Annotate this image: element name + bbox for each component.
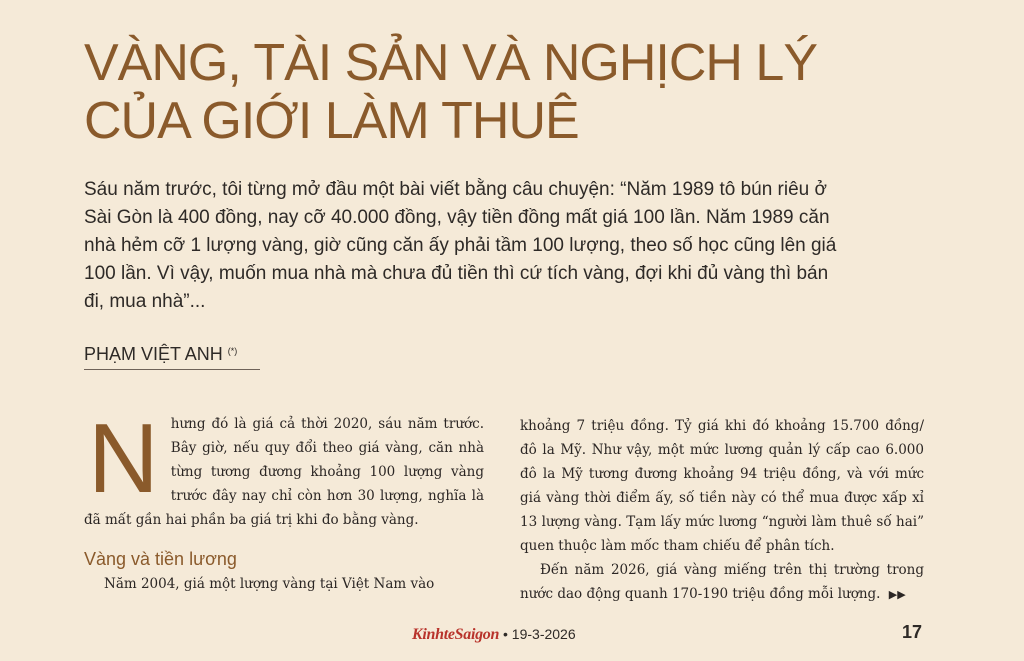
continue-arrow-icon: ▶▶ (888, 588, 906, 601)
body-paragraph-2: Năm 2004, giá một lượng vàng tại Việt Nam vào (104, 576, 435, 592)
body-paragraph-3: khoảng 7 triệu đồng. Tỷ giá khi đó khoảng 15.700 đồng/ đô la Mỹ. Như vậy, một mức lương quản lý cấp cao 6.000 đô la Mỹ tương đương khoảng 94 triệu đồng, và với mức giá vàng thời điểm ấy, số tiền này có thể mua được xấp xỉ 13 lượng vàng. Tạm lấy mức lương “người làm thuê số hai” quen thuộc làm mốc tham chiếu để phân tích. (520, 418, 924, 554)
title-line-2: CỦA GIỚI LÀM THUÊ (84, 92, 579, 150)
issue-date: 19-3-2026 (511, 626, 576, 642)
publication-logo: KinhteSaigon (412, 626, 500, 643)
author-name: PHẠM VIỆT ANH (84, 344, 223, 364)
title-line-1: VÀNG, TÀI SẢN VÀ NGHỊCH LÝ (84, 34, 818, 92)
drop-cap: N (88, 403, 159, 513)
author-byline (84, 344, 260, 370)
body-column-left (84, 403, 484, 596)
page-footer (412, 626, 576, 644)
body-paragraph-1: hưng đó là giá cả thời 2020, sáu năm trước. Bây giờ, nếu quy đổi theo giá vàng, căn nhà từng tương đương khoảng 100 lượng vàng trước đây nay chỉ còn hơn 30 lượng, nghĩa là đã mất gần hai phần ba giá trị khi đo bằng vàng. (84, 416, 484, 528)
body-column-right (520, 414, 924, 607)
body-paragraph-4 (520, 558, 924, 607)
author-footnote-mark: (*) (227, 346, 238, 356)
body-paragraph-4-text: Đến năm 2026, giá vàng miếng trên thị trường trong nước dao động quanh 170-190 triệu đồng mỗi lượng. (520, 562, 924, 602)
page-number: 17 (902, 622, 923, 642)
article-title (84, 34, 984, 150)
footer-separator: • (503, 626, 508, 642)
section-subheading: Vàng và tiền lương (84, 549, 237, 569)
lead-paragraph: Sáu năm trước, tôi từng mở đầu một bài viết bằng câu chuyện: “Năm 1989 tô bún riêu ở Sài Gòn là 400 đồng, nay cỡ 40.000 đồng, vậy tiền đồng mất giá 100 lần. Năm 1989 căn nhà hẻm cỡ 1 lượng vàng, giờ cũng căn ấy phải tầm 100 lượng, theo số học cũng lên giá 100 lần. Vì vậy, muốn mua nhà mà chưa đủ tiền thì cứ tích vàng, đợi khi đủ vàng thì bán đi, mua nhà”... (84, 179, 837, 312)
